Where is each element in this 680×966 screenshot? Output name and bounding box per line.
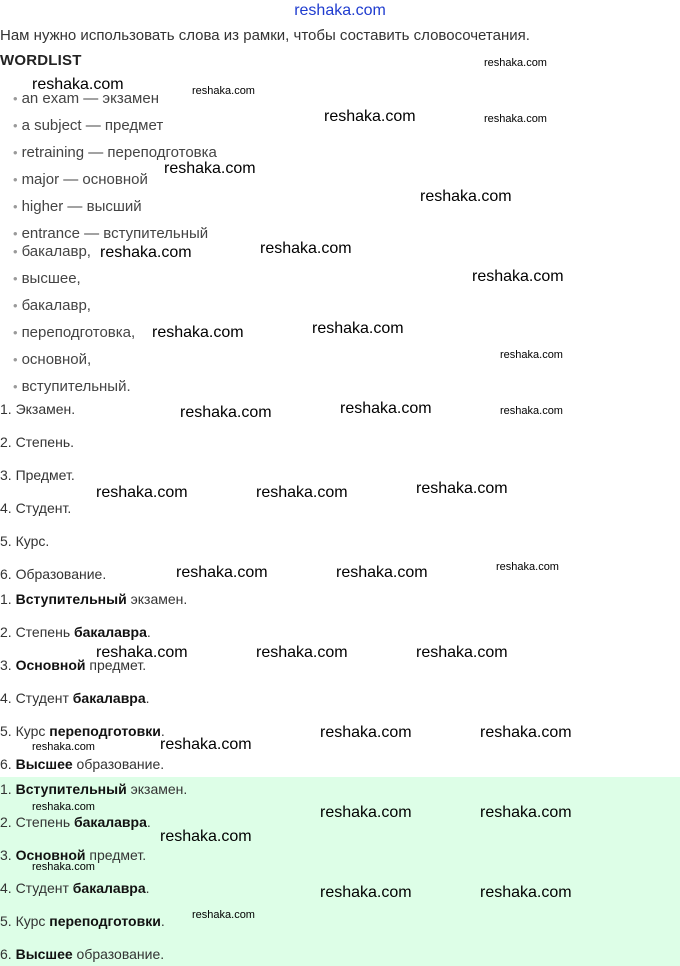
highlighted-answer-line: 5. Курс переподготовки. (0, 913, 165, 929)
watermark: reshaka.com (160, 828, 252, 845)
watermark: reshaka.com (32, 801, 95, 813)
watermark: reshaka.com (320, 804, 412, 821)
answer-line: 5. Курс переподготовки. (0, 723, 165, 739)
watermark: reshaka.com (472, 268, 564, 285)
watermark: reshaka.com (500, 349, 563, 361)
prompt-line: 2. Степень. (0, 434, 74, 450)
highlighted-answer-line: 4. Студент бакалавра. (0, 880, 150, 896)
wordlist-item: • major — основной (13, 171, 148, 188)
prompt-line: 3. Предмет. (0, 467, 75, 483)
watermark: reshaka.com (480, 804, 572, 821)
prompt-line: 1. Экзамен. (0, 401, 76, 417)
wordlist-item: • retraining — переподготовка (13, 144, 217, 161)
wordlist-item: • a subject — предмет (13, 117, 163, 134)
watermark: reshaka.com (256, 644, 348, 661)
watermark: reshaka.com (256, 484, 348, 501)
prompt-line: 4. Студент. (0, 500, 72, 516)
prompt-line: 6. Образование. (0, 566, 107, 582)
watermark: reshaka.com (480, 884, 572, 901)
watermark: reshaka.com (320, 724, 412, 741)
watermark: reshaka.com (480, 724, 572, 741)
watermark: reshaka.com (416, 644, 508, 661)
watermark: reshaka.com (320, 884, 412, 901)
prompt-line: 5. Курс. (0, 533, 50, 549)
wordlist-item: • основной, (13, 351, 91, 368)
watermark: reshaka.com (340, 400, 432, 417)
highlighted-answer-line: 6. Высшее образование. (0, 946, 165, 962)
watermark: reshaka.com (484, 57, 547, 69)
watermark: reshaka.com (152, 324, 244, 341)
watermark: reshaka.com (96, 484, 188, 501)
watermark: reshaka.com (420, 188, 512, 205)
answer-line: 4. Студент бакалавра. (0, 690, 150, 706)
watermark: reshaka.com (336, 564, 428, 581)
wordlist-item: • an exam — экзамен (13, 90, 159, 107)
watermark: reshaka.com (100, 244, 192, 261)
watermark: reshaka.com (164, 160, 256, 177)
intro-text: Нам нужно использовать слова из рамки, чтобы составить словосочетания. (0, 27, 530, 44)
watermark: reshaka.com (32, 76, 124, 93)
watermark: reshaka.com (416, 480, 508, 497)
answer-line: 1. Вступительный экзамен. (0, 591, 188, 607)
wordlist-item: • бакалавр, (13, 297, 91, 314)
watermark: reshaka.com (500, 405, 563, 417)
site-header-link[interactable]: reshaka.com (294, 2, 386, 19)
wordlist-item: • higher — высший (13, 198, 142, 215)
watermark: reshaka.com (192, 85, 255, 97)
watermark: reshaka.com (176, 564, 268, 581)
highlighted-answer-line: 3. Основной предмет. (0, 847, 147, 863)
highlighted-answer-line: 2. Степень бакалавра. (0, 814, 151, 830)
watermark: reshaka.com (96, 644, 188, 661)
wordlist-item: • высшее, (13, 270, 81, 287)
wordlist-item: • переподготовка, (13, 324, 135, 341)
wordlist-title: WORDLIST (0, 52, 82, 69)
watermark: reshaka.com (32, 741, 95, 753)
answer-line: 6. Высшее образование. (0, 756, 165, 772)
watermark: reshaka.com (160, 736, 252, 753)
watermark: reshaka.com (192, 909, 255, 921)
wordlist-item: • вступительный. (13, 378, 131, 395)
watermark: reshaka.com (484, 113, 547, 125)
answer-line: 3. Основной предмет. (0, 657, 147, 673)
watermark: reshaka.com (312, 320, 404, 337)
watermark: reshaka.com (260, 240, 352, 257)
watermark: reshaka.com (496, 561, 559, 573)
watermark: reshaka.com (324, 108, 416, 125)
highlighted-answer-line: 1. Вступительный экзамен. (0, 781, 188, 797)
watermark: reshaka.com (32, 861, 95, 873)
answer-line: 2. Степень бакалавра. (0, 624, 151, 640)
wordlist-item: • entrance — вступительный (13, 225, 208, 242)
wordlist-item: • бакалавр, (13, 243, 91, 260)
watermark: reshaka.com (180, 404, 272, 421)
